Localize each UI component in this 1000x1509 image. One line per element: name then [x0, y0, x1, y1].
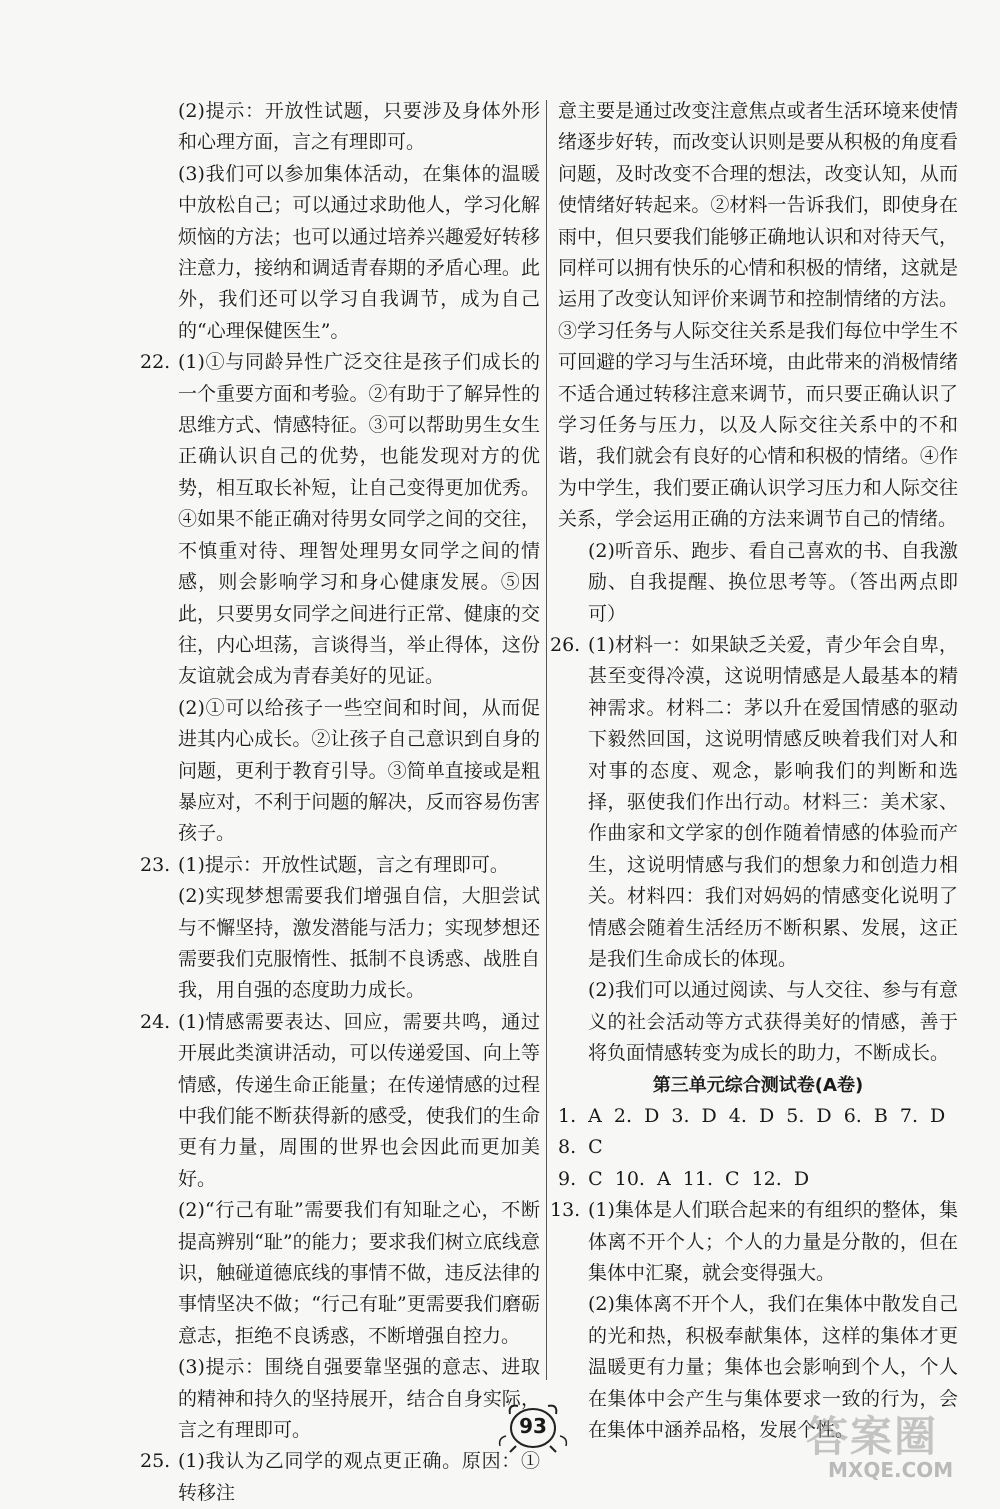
question-24 — [140, 1007, 540, 1447]
question-23 — [140, 850, 540, 1007]
column-divider — [546, 100, 547, 1380]
question-number: 13. — [550, 1199, 581, 1222]
multiple-choice-answers-line-1: 1. A 2. D 3. D 4. D 5. D 6. B 7. D 8. C — [558, 1105, 946, 1159]
answer-24-3: (3)提示：围绕自强要靠坚强的意志、进取的精神和持久的坚持展开，结合自身实际，言之有理即可。 — [178, 1356, 540, 1442]
question-number: 25. — [140, 1450, 171, 1473]
left-column — [140, 96, 540, 1509]
answer-25-2: (2)听音乐、跑步、看自己喜欢的书、自我激励、自我提醒、换位思考等。（答出两点即可） — [588, 539, 958, 625]
question-25 — [140, 1446, 540, 1509]
question-22 — [140, 347, 540, 850]
answer-25-1: (1)我认为乙同学的观点更正确。原因：①转移注 — [178, 1450, 540, 1504]
section-title: 第三单元综合测试卷(A卷) — [652, 1074, 864, 1096]
page-number: 93 — [519, 1414, 547, 1438]
question-number: 22. — [140, 351, 171, 374]
answer-24-2: (2)“行己有耻”需要我们有知耻之心，不断提高辨别“耻”的能力；要求我们树立底线意识，触碰道德底线的事情不做，违反法律的事情坚决不做；“行己有耻”更需要我们磨砺意志，拒绝不良诱惑，不断增强自控力。 — [178, 1199, 540, 1347]
answer-22-1: (1)①与同龄异性广泛交往是孩子们成长的一个重要方面和考验。②有助于了解异性的思维方式、情感特征。③可以帮助男生女生正确认识自己的优势，也能发现对方的优势，相互取长补短，让自己变得更加优秀。④如果不能正确对待男女同学之间的交往，不慎重对待、理智处理男女同学之间的情感，则会影响学习和身心健康发展。⑤因此，只要男女同学之间进行正常、健康的交往，内心坦荡，言谈得当，举止得体，这份友谊就会成为青春美好的见证。 — [178, 351, 540, 688]
right-column — [550, 96, 958, 1446]
question-number: 23. — [140, 853, 171, 876]
question-number: 26. — [550, 633, 581, 656]
page-number-badge — [488, 1396, 578, 1456]
answer-23-1: (1)提示：开放性试题，言之有理即可。 — [178, 853, 509, 876]
answer-13-1: (1)集体是人们联合起来的有组织的整体，集体离不开个人；个人的力量是分散的，但在集体中汇聚，就会变得强大。 — [588, 1199, 958, 1285]
watermark-url: MXQE.COM — [828, 1458, 954, 1482]
watermark-logo-text: 答案圈 — [806, 1412, 939, 1461]
answer-21-2: (2)提示：开放性试题，只要涉及身体外形和心理方面，言之有理即可。 — [178, 100, 540, 154]
answer-25-1-continued: 意主要是通过改变注意焦点或者生活环境来使情绪逐步好转，而改变认识则是要从积极的角度看问题，及时改变不合理的想法，改变认知，从而使情绪好转起来。②材料一告诉我们，即使身在雨中，但只要我们能够正确地认识和对待天气，同样可以拥有快乐的心情和积极的情绪，这就是运用了改变认知评价来调节和控制情绪的方法。③学习任务与人际交往关系是我们每位中学生不可回避的学习与生活环境，由此带来的消极情绪不适合通过转移注意来调节，而只要正确认识了学习任务与压力，以及人际交往关系中的不和谐，我们就会有良好的心情和积极的情绪。④作为中学生，我们要正确认识学习压力和人际交往关系，学会运用正确的方法来调节自己的情绪。 — [558, 100, 958, 531]
answer-23-2: (2)实现梦想需要我们增强自信，大胆尝试与不懈坚持，激发潜能与活力；实现梦想还需要我们克服惰性、抵制不良诱惑、战胜自我，用自强的态度助力成长。 — [178, 885, 540, 1002]
watermark-logo — [800, 1404, 990, 1484]
answer-26-2: (2)我们可以通过阅读、与人交往、参与有意义的社会活动等方式获得美好的情感，善于将负面情感转变为成长的助力，不断成长。 — [588, 979, 958, 1065]
answer-22-2: (2)①可以给孩子一些空间和时间，从而促进其内心成长。②让孩子自己意识到自身的问题，更利于教育引导。③简单直接或是粗暴应对，不利于问题的解决，反而容易伤害孩子。 — [178, 696, 540, 845]
answer-13-2: (2)集体离不开个人，我们在集体中散发自己的光和热，积极奉献集体，这样的集体才更温暖更有力量；集体也会影响到个人，个人在集体中会产生与集体要求一致的行为，会在集体中涵养品格，发展个性。 — [588, 1293, 958, 1442]
question-26 — [550, 630, 958, 1070]
answer-24-1: (1)情感需要表达、回应，需要共鸣，通过开展此类演讲活动，可以传递爱国、向上等情感，传递生命正能量；在传递情感的过程中我们能不断获得新的感受，使我们的生命更有力量，周围的世界也会因此而更加美好。 — [178, 1010, 540, 1190]
answer-26-1: (1)材料一：如果缺乏关爱，青少年会自卑，甚至变得冷漠，这说明情感是人最基本的精神需求。材料二：茅以升在爱国情感的驱动下毅然回国，这说明情感反映着我们对人和对事的态度、观念，影响我们的判断和选择，驱使我们作出行动。材料三：美术家、作曲家和文学家的创作随着情感的体验而产生，这说明情感与我们的想象力和创造力相关。材料四：我们对妈妈的情感变化说明了情感会随着生活经历不断积累、发展，这正是我们生命成长的体现。 — [588, 633, 958, 970]
question-number: 24. — [140, 1010, 171, 1033]
answer-21-3: (3)我们可以参加集体活动，在集体的温暖中放松自己；可以通过求助他人，学习化解烦恼的方法；也可以通过培养兴趣爱好转移注意力，接纳和调适青春期的矛盾心理。此外，我们还可以学习自我调节，成为自己的“心理保健医生”。 — [178, 162, 540, 342]
multiple-choice-answers-line-2: 9. C 10. A 11. C 12. D — [558, 1167, 810, 1190]
